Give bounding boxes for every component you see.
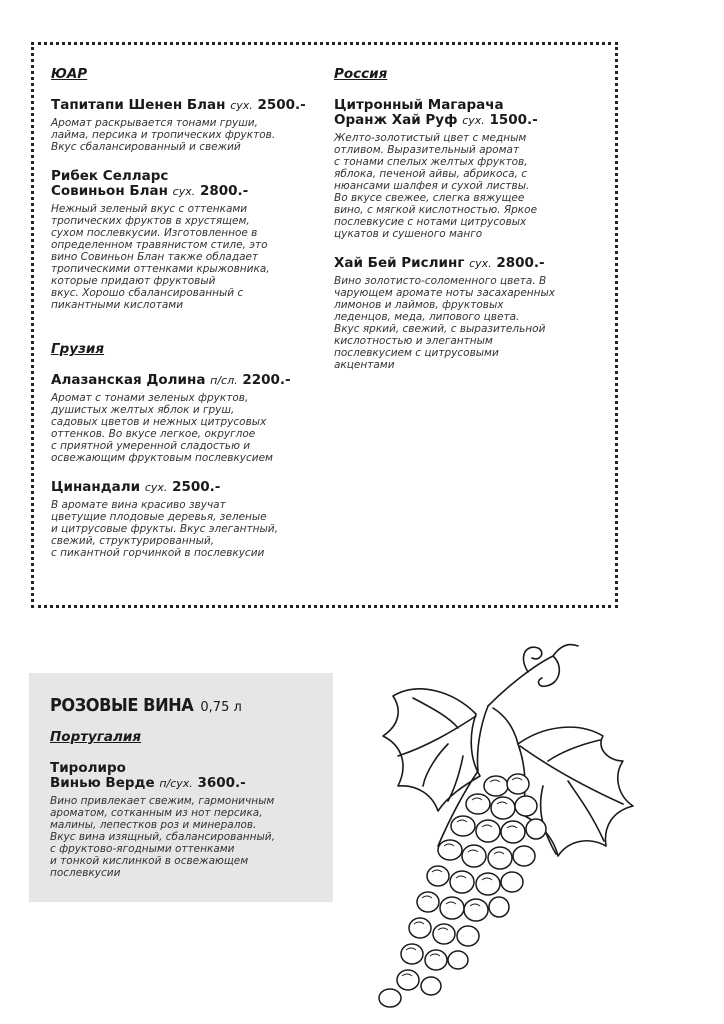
region-heading-south-africa: ЮАР	[51, 66, 88, 82]
wine-description: Желто-золотистый цвет с медным отливом. Выразительный аромат с тонами спелых желтых фруктов, яблока, печеной айвы, абрикоса, с нюансами шалфея и сухой листвы. Во вкусе свежее, слегка вяжущее вино, с мягкой кислотностью. Яркое послевкусие с нотами цитрусовых цукатов и сушеного манго	[334, 132, 538, 240]
wine-price: 2800.-	[199, 183, 249, 199]
wine-price: 2500.-	[257, 97, 306, 113]
wine-entry-title	[334, 256, 596, 271]
wine-price: 2500.-	[172, 479, 221, 495]
wine-name: Алазанская Долина	[51, 372, 206, 388]
wine-entry-title	[51, 169, 326, 199]
region-heading-russia: Россия	[334, 66, 388, 82]
grape-bunch-icon	[368, 636, 668, 1016]
section-title	[50, 695, 325, 719]
wine-name: Тапитапи Шенен Блан	[51, 97, 226, 113]
wine-entry-title	[334, 98, 596, 128]
wine-price: 2800.-	[496, 255, 545, 271]
wine-name: Рибек Селларс Совиньон Блан	[51, 168, 169, 199]
wine-name: Хай Бей Рислинг	[334, 255, 465, 271]
wine-description: Вино золотисто-соломенного цвета. В чарующем аромате ноты засахаренных лимонов и лаймов, фруктовых леденцов, меда, липового цвета. Вкус яркий, свежий, с выразительной кислотностью и элегантным послевкусием с цитрусовыми акцентами	[334, 275, 556, 371]
wine-type: сух.	[469, 257, 492, 270]
wine-name: Тиролиро Винью Верде	[50, 760, 155, 791]
wine-entry-title	[51, 480, 326, 495]
region-heading-portugal: Португалия	[50, 729, 142, 745]
wine-type: сух.	[172, 185, 196, 198]
wine-type: п/сух.	[159, 777, 193, 790]
wine-price: 3600.-	[197, 775, 246, 791]
wine-type: сух.	[462, 114, 485, 127]
wine-description: В аромате вина красиво звучат цветущие плодовые деревья, зеленые и цитрусовые фрукты. Вкус элегантный, свежий, структурированный, с пикантной горчинкой в послевкусии	[51, 499, 278, 559]
wine-type: сух.	[144, 481, 168, 494]
wine-entry-title	[51, 373, 326, 388]
rose-wines-content	[50, 695, 325, 895]
wine-price: 2200.-	[242, 372, 291, 388]
right-column	[334, 66, 596, 387]
wine-name: Цинандали	[51, 479, 141, 495]
wine-name: Цитронный Магарача Оранж Хай Руф	[334, 97, 504, 128]
left-column	[51, 66, 326, 575]
section-title-text: РОЗОВЫЕ ВИНА	[50, 695, 194, 716]
region-heading-georgia: Грузия	[51, 341, 105, 357]
wine-description: Аромат раскрывается тонами груши, лайма, персика и тропических фруктов. Вкус сбалансированный и свежий	[51, 117, 276, 153]
wine-price: 1500.-	[489, 112, 538, 128]
wine-description: Аромат с тонами зеленых фруктов, душистых желтых яблок и груш, садовых цветов и нежных цитрусовых оттенков. Во вкусе легкое, округлое с приятной умеренной сладостью и освежающим фруктовым послевкусием	[51, 392, 273, 464]
wine-description: Нежный зеленый вкус с оттенками тропических фруктов в хрустящем, сухом послевкусии. Изготовленное в определенном травянистом стиле, это вино Совиньон Блан также обладает тропическими оттенками крыжовника, которые придают фруктовый вкус. Хорошо сбалансированный с пикантными кислотами	[51, 203, 270, 311]
wine-type: сух.	[230, 99, 253, 112]
wine-entry-title	[50, 761, 325, 791]
wine-type: п/сл.	[210, 374, 238, 387]
rose-wines-section	[29, 673, 333, 902]
wine-description: Вино привлекает свежим, гармоничным ароматом, сотканным из нот персика, малины, лепестков роз и минералов. Вкус вина изящный, сбалансированный, с фруктово-ягодными оттенками и тонкой кислинкой в освежающем послевкусии	[50, 795, 275, 879]
wine-entry-title	[51, 98, 326, 113]
bottle-volume: 0,75 л	[200, 700, 242, 715]
